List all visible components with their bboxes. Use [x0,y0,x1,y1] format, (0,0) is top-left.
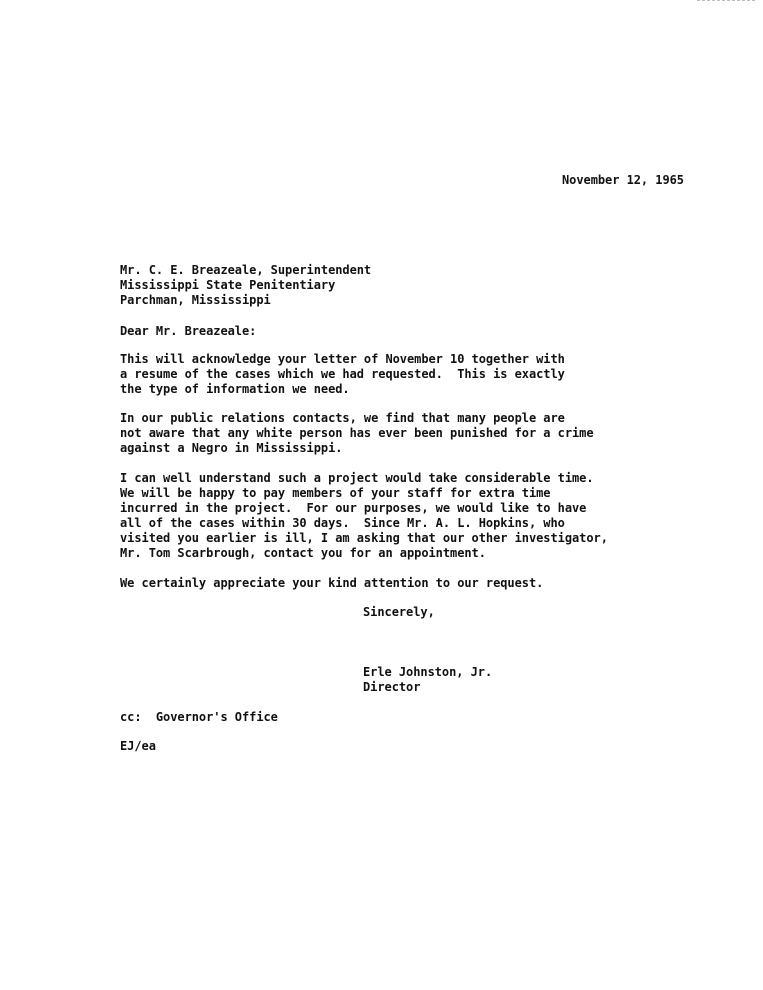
typist-initials: EJ/ea [120,739,156,753]
body-line: not aware that any white person has ever been punished for a crime [120,426,594,440]
body-line: We will be happy to pay members of your staff for extra time [120,486,551,500]
body-line: the type of information we need. [120,382,350,396]
body-line: In our public relations contacts, we find that many people are [120,411,565,425]
cc-line: cc: Governor's Office [120,710,278,724]
scan-edge-mark [697,0,755,4]
body-line: Mr. Tom Scarbrough, contact you for an appointment. [120,546,486,560]
recipient-line: Mississippi State Penitentiary [120,278,336,292]
body-line: incurred in the project. For our purposes, we would like to have [120,501,587,515]
body-line: We certainly appreciate your kind attention to our request. [120,576,544,590]
recipient-line: Mr. C. E. Breazeale, Superintendent [120,263,372,277]
closing: Sincerely, [363,605,435,619]
letter-date: November 12, 1965 [562,173,684,187]
body-line: all of the cases within 30 days. Since Mr. A. L. Hopkins, who [120,516,565,530]
signer-title: Director [363,680,421,694]
body-line: This will acknowledge your letter of November 10 together with [120,352,565,366]
body-line: a resume of the cases which we had requested. This is exactly [120,367,565,381]
body-line: visited you earlier is ill, I am asking that our other investigator, [120,531,608,545]
salutation: Dear Mr. Breazeale: [120,324,257,338]
recipient-line: Parchman, Mississippi [120,293,271,307]
body-line: against a Negro in Mississippi. [120,441,343,455]
body-line: I can well understand such a project would take considerable time. [120,471,594,485]
signer-name: Erle Johnston, Jr. [363,665,493,679]
